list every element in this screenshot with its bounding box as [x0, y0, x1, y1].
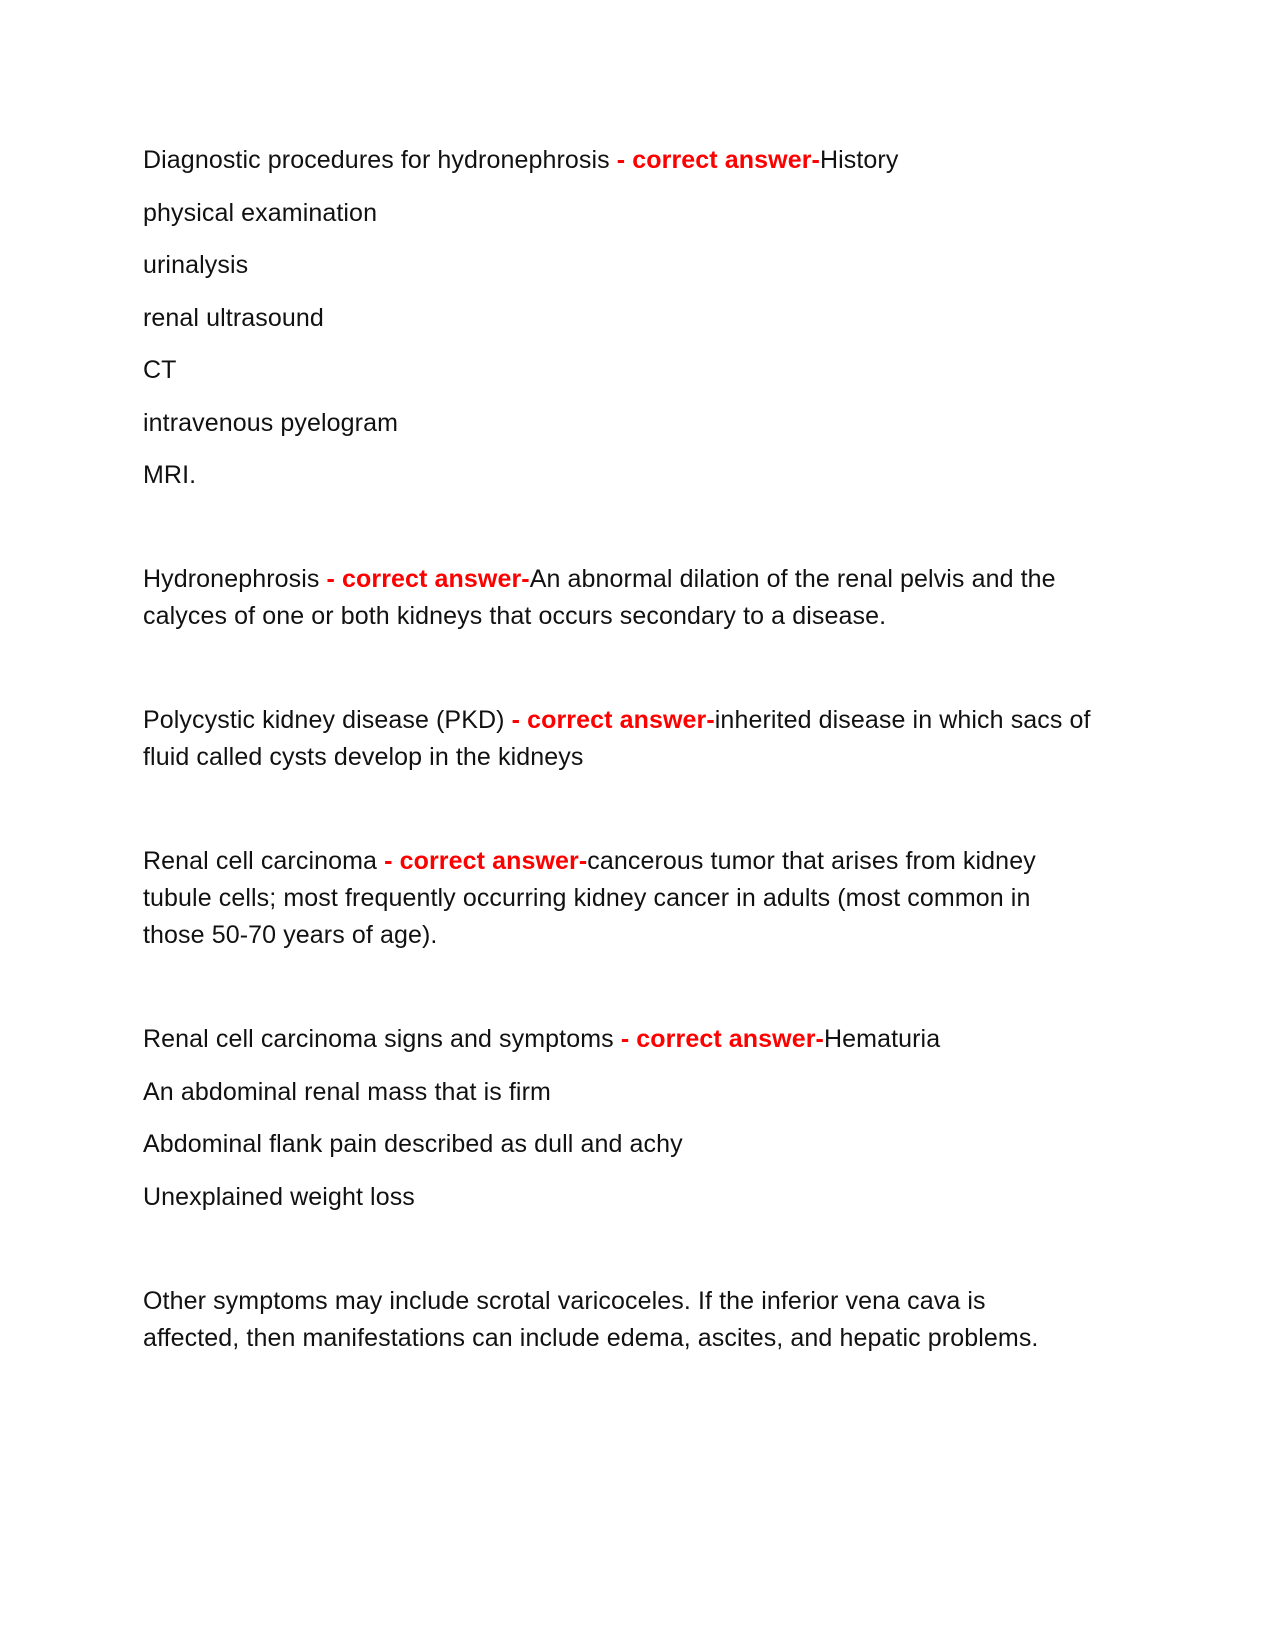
correct-answer-marker: - correct answer-: [616, 146, 820, 174]
flashcard-entry: [143, 561, 1133, 635]
answer-line: Abdominal flank pain described as dull and achy: [143, 1130, 683, 1158]
entry-term: Polycystic kidney disease (PKD): [143, 706, 505, 734]
answer-line: MRI.: [143, 461, 197, 489]
answer-line: An abdominal renal mass that is firm: [143, 1077, 551, 1106]
answer-line: tubule cells; most frequently occurring kidney cancer in adults (most common in: [143, 884, 1031, 912]
answer-line: renal ultrasound: [143, 303, 324, 332]
answer-text: Hematuria: [823, 1025, 941, 1053]
answer-line: Unexplained weight loss: [143, 1182, 415, 1211]
answer-line: urinalysis: [143, 251, 249, 279]
answer-line: those 50-70 years of age).: [143, 921, 438, 949]
answer-text: History: [819, 146, 899, 174]
flashcard-entry: [143, 702, 1133, 776]
correct-answer-marker: - correct answer-: [620, 1025, 824, 1053]
answer-line: physical examination: [143, 198, 378, 227]
entry-first-line: [143, 142, 1133, 195]
answer-line: CT: [143, 356, 177, 384]
entry-first-line: [143, 702, 1133, 739]
correct-answer-marker: - correct answer-: [326, 565, 530, 593]
entry-first-line: [143, 843, 1133, 880]
answer-line: intravenous pyelogram: [143, 408, 399, 437]
entry-first-line: [143, 1021, 1133, 1074]
flashcard-entry: [143, 843, 1133, 954]
answer-line: calyces of one or both kidneys that occurs secondary to a disease.: [143, 602, 887, 630]
flashcard-entry: [143, 1021, 1133, 1231]
entry-term: Renal cell carcinoma: [143, 847, 378, 875]
entry-term: Renal cell carcinoma signs and symptoms: [143, 1025, 614, 1053]
answer-text: inherited disease in which sacs of: [714, 706, 1091, 734]
entry-term: Hydronephrosis: [143, 565, 320, 593]
paragraph-line: Other symptoms may include scrotal varicoceles. If the inferior vena cava is: [143, 1287, 986, 1315]
entry-term: Diagnostic procedures for hydronephrosis: [143, 146, 610, 174]
flashcard-entry: [143, 142, 1133, 510]
entry-first-line: [143, 561, 1133, 598]
paragraph-line: affected, then manifestations can include edema, ascites, and hepatic problems.: [143, 1324, 1039, 1352]
correct-answer-marker: - correct answer-: [384, 847, 588, 875]
correct-answer-marker: - correct answer-: [511, 706, 715, 734]
answer-line: fluid called cysts develop in the kidneys: [143, 743, 584, 771]
answer-text: An abnormal dilation of the renal pelvis and the: [529, 565, 1056, 593]
closing-paragraph: [143, 1283, 1133, 1357]
answer-text: cancerous tumor that arises from kidney: [587, 847, 1036, 875]
